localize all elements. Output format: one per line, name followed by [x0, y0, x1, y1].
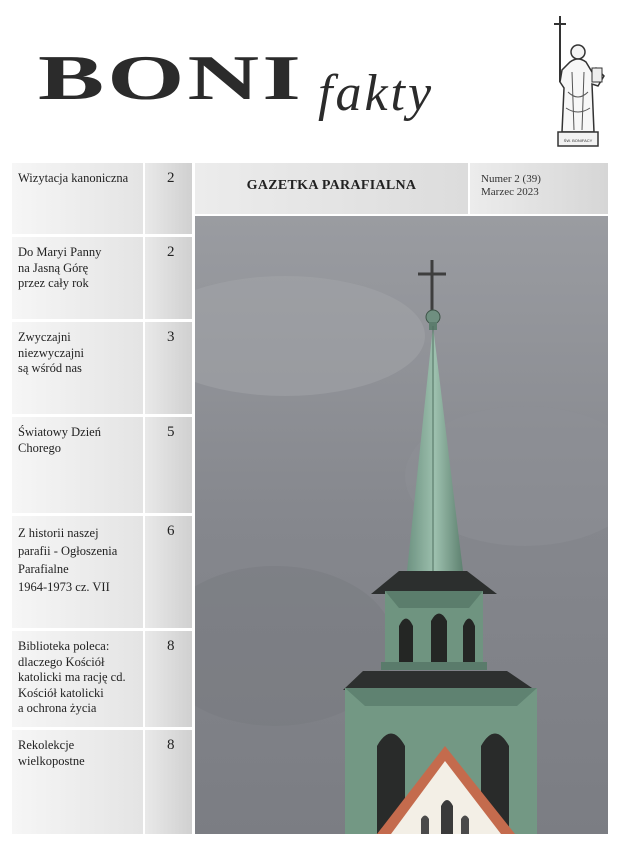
- toc-item[interactable]: [12, 163, 192, 234]
- toc-item-page: 3: [167, 329, 175, 345]
- toc-item[interactable]: [12, 322, 192, 414]
- toc-item-title: Zwyczajni niezwyczajni są wśród nas: [18, 330, 84, 375]
- masthead-title-main: BONI: [38, 42, 304, 113]
- issue-number: Numer 2 (39): [481, 173, 541, 185]
- issue-date: Marzec 2023: [481, 186, 539, 198]
- toc-item-title: Biblioteka poleca: dlaczego Kościół katolicki ma rację cd. Kościół katolicki a ochrona życia: [18, 639, 126, 715]
- toc-item[interactable]: [12, 516, 192, 628]
- toc-item-page: 5: [167, 424, 175, 440]
- toc-item-page: 2: [167, 170, 175, 186]
- header-band: [195, 163, 608, 214]
- toc-item-title: Wizytacja kanoniczna: [18, 171, 129, 185]
- toc-item[interactable]: [12, 730, 192, 834]
- masthead-title-script: fakty: [318, 65, 435, 122]
- toc-item[interactable]: [12, 631, 192, 727]
- issue-info: [470, 163, 608, 214]
- toc-item-page: 6: [167, 523, 175, 539]
- toc-item-page: 8: [167, 638, 175, 654]
- toc-item-title: Do Maryi Panny na Jasną Górę przez cały rok: [18, 245, 102, 290]
- toc-item-title: Rekolekcje wielkopostne: [18, 738, 85, 768]
- toc-item-page: 8: [167, 737, 175, 753]
- newsletter-title: GAZETKA PARAFIALNA: [246, 178, 417, 193]
- masthead: [0, 0, 627, 155]
- toc-item-title: Światowy Dzień Chorego: [18, 425, 101, 455]
- toc-item-page: 2: [167, 244, 175, 260]
- cover-photo: [195, 216, 608, 834]
- church-spire-photo: [195, 216, 608, 834]
- toc-item[interactable]: [12, 417, 192, 513]
- svg-text:ŚW. BONIFACY: ŚW. BONIFACY: [563, 138, 593, 143]
- toc-item[interactable]: [12, 237, 192, 319]
- saint-statue-icon: [548, 12, 608, 152]
- toc-item-title: Z historii naszej parafii - Ogłoszenia Parafialne 1964-1973 cz. VII: [18, 526, 118, 594]
